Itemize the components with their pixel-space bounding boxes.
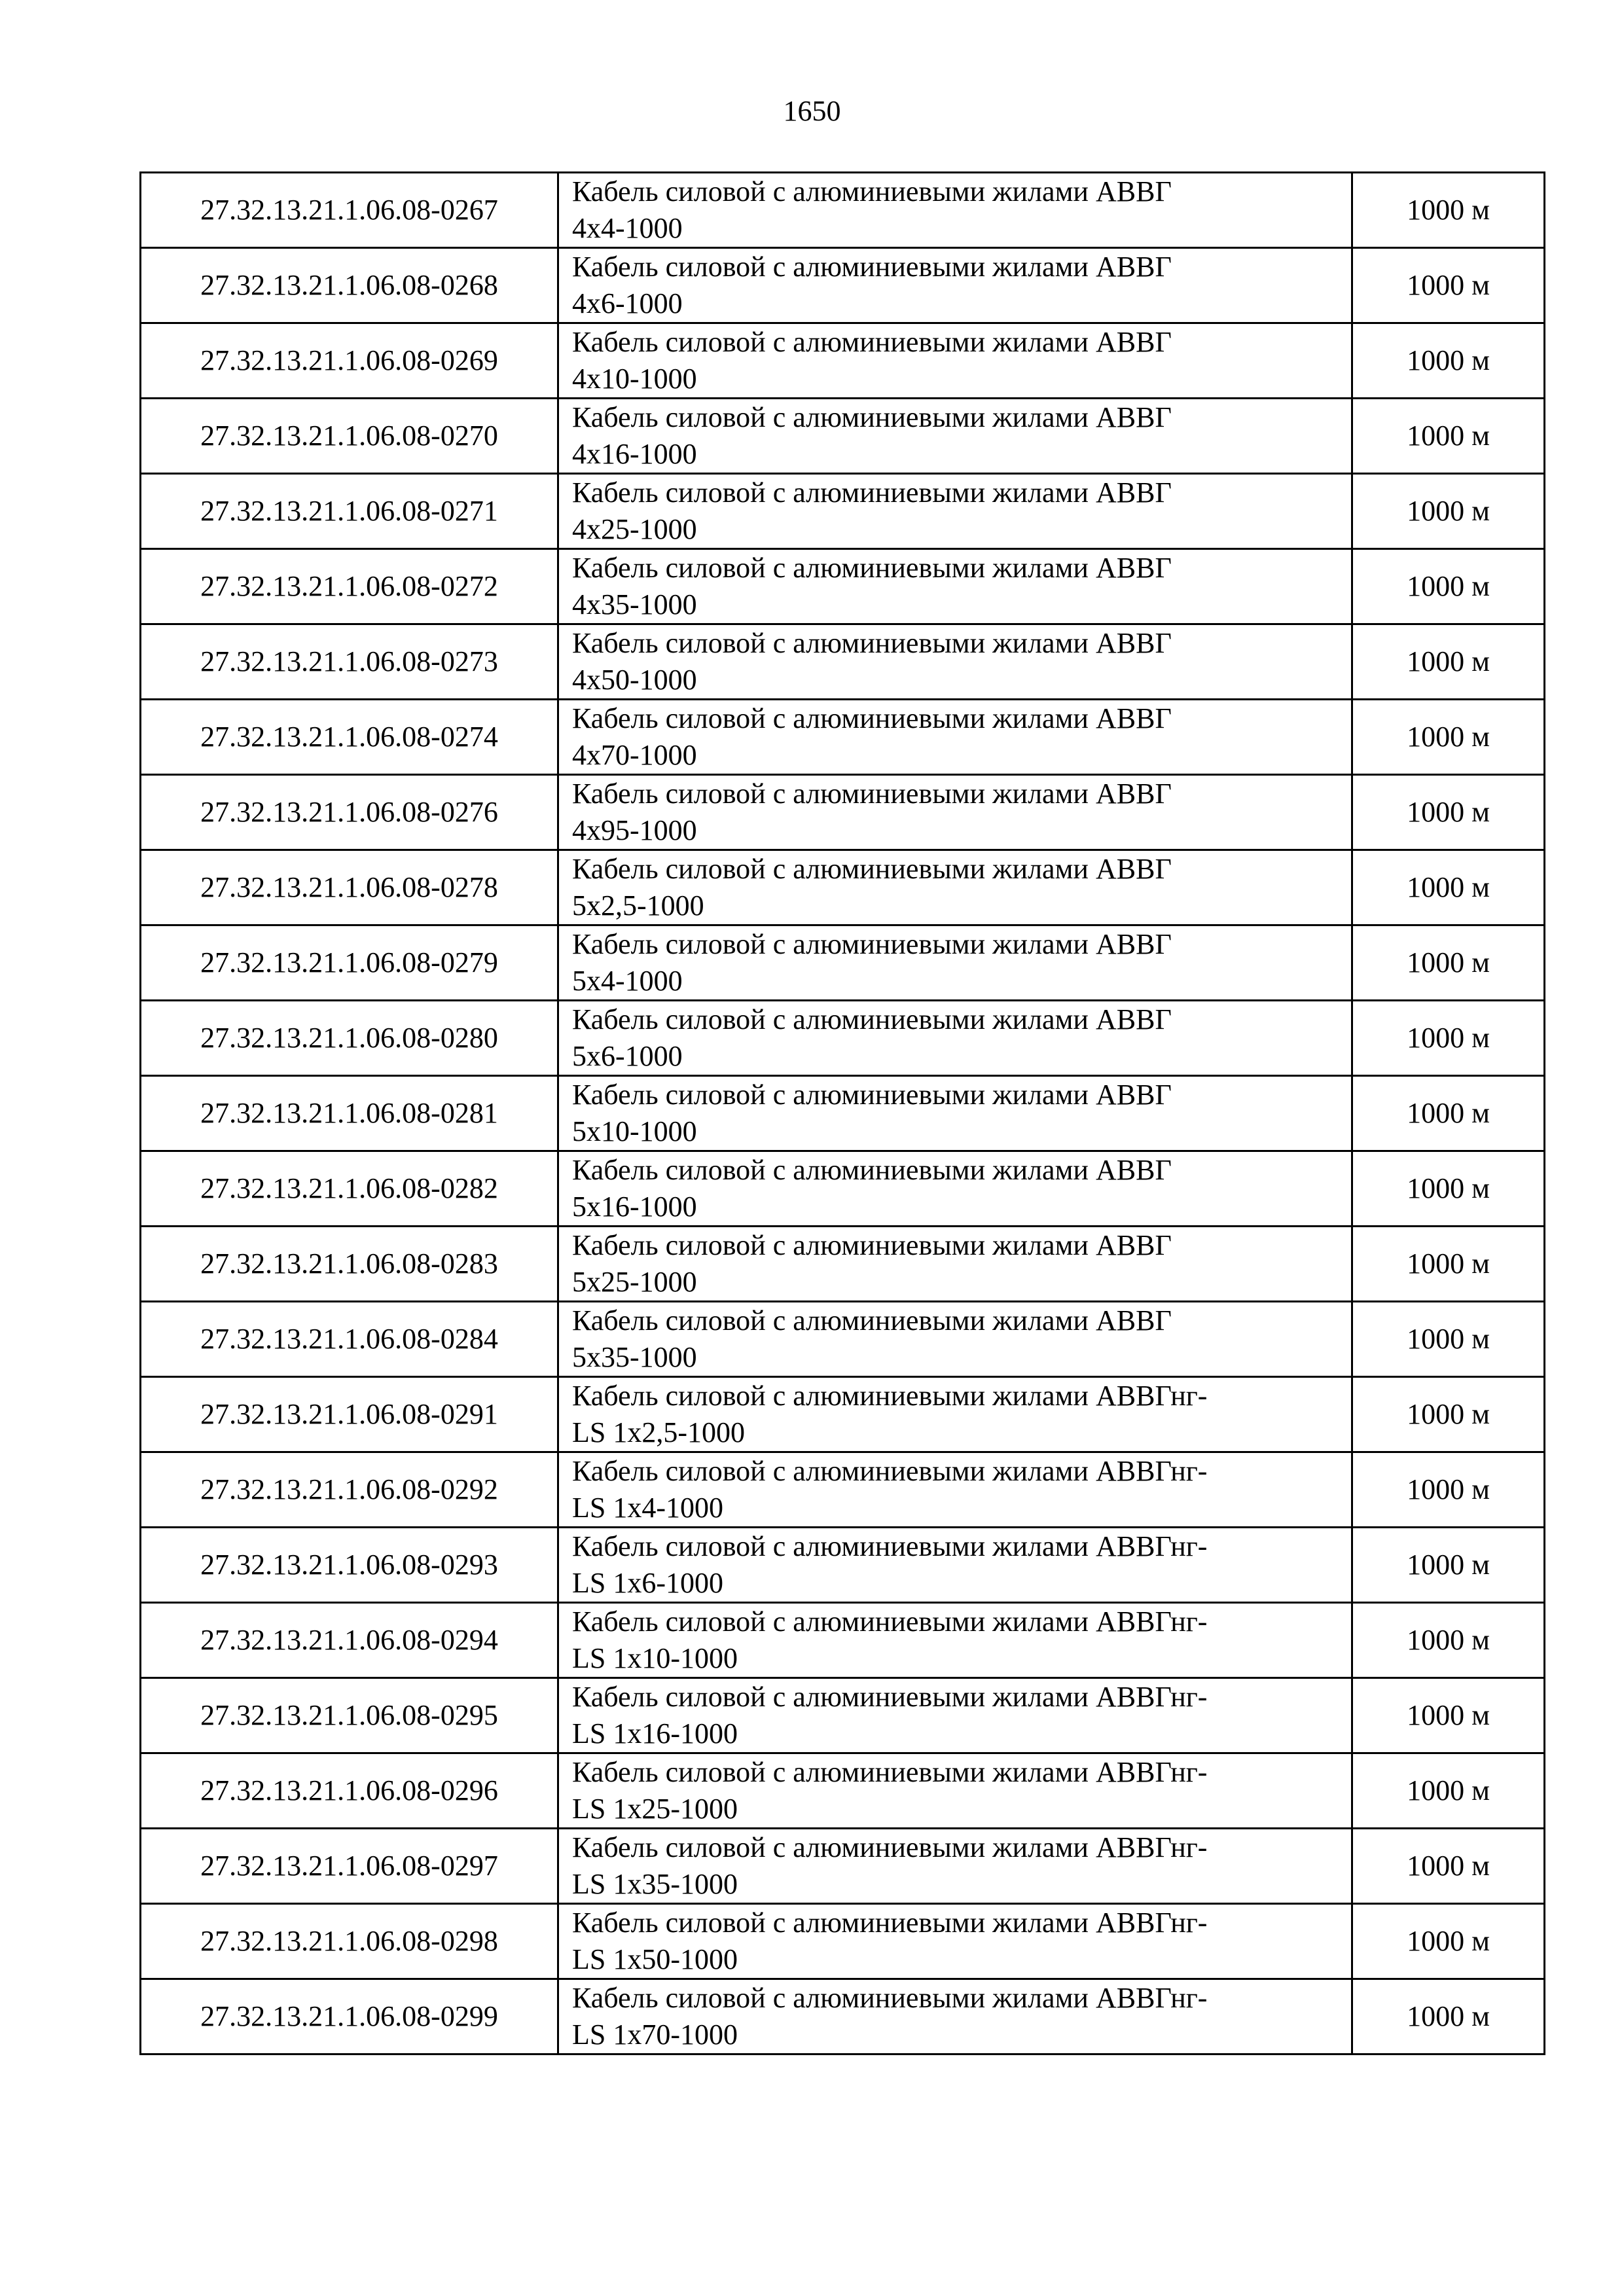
- row-unit: 1000 м: [1352, 775, 1545, 850]
- row-description: [558, 323, 1352, 399]
- row-description-line2: 5х10-1000: [572, 1115, 697, 1147]
- row-code: 27.32.13.21.1.06.08-0298: [141, 1904, 558, 1979]
- table-row: [141, 925, 1545, 1001]
- row-description-line1: Кабель силовой с алюминиевыми жилами АВВГ: [572, 1079, 1172, 1111]
- row-description-line2: LS 1х2,5-1000: [572, 1416, 745, 1448]
- row-code: 27.32.13.21.1.06.08-0294: [141, 1603, 558, 1678]
- table-row: [141, 1227, 1545, 1302]
- row-description-line1: Кабель силовой с алюминиевыми жилами АВВГнг-: [572, 1681, 1208, 1713]
- row-description-line1: Кабель силовой с алюминиевыми жилами АВВГ: [572, 326, 1172, 358]
- row-code: 27.32.13.21.1.06.08-0271: [141, 474, 558, 549]
- table-row: [141, 1603, 1545, 1678]
- row-description-line2: LS 1х4-1000: [572, 1492, 723, 1524]
- table-row: [141, 700, 1545, 775]
- row-description: [558, 1528, 1352, 1603]
- row-description: [558, 1979, 1352, 2054]
- row-description-line1: Кабель силовой с алюминиевыми жилами АВВГ: [572, 853, 1172, 885]
- row-code: 27.32.13.21.1.06.08-0280: [141, 1001, 558, 1076]
- row-description-line1: Кабель силовой с алюминиевыми жилами АВВГнг-: [572, 1530, 1208, 1562]
- row-code: 27.32.13.21.1.06.08-0267: [141, 173, 558, 248]
- row-description: [558, 925, 1352, 1001]
- row-description-line2: 5х25-1000: [572, 1266, 697, 1298]
- row-description-line2: LS 1х35-1000: [572, 1868, 738, 1900]
- row-code: 27.32.13.21.1.06.08-0295: [141, 1678, 558, 1753]
- page-number: 1650: [783, 95, 841, 127]
- table-row: [141, 173, 1545, 248]
- row-description-line2: 4х70-1000: [572, 739, 697, 771]
- row-description-line1: Кабель силовой с алюминиевыми жилами АВВГ: [572, 476, 1172, 509]
- row-description-line2: 4х6-1000: [572, 287, 683, 319]
- row-description: [558, 1227, 1352, 1302]
- table-row: [141, 399, 1545, 474]
- table-row: [141, 1753, 1545, 1829]
- row-unit: 1000 м: [1352, 1001, 1545, 1076]
- row-description-line2: 4х10-1000: [572, 363, 697, 395]
- row-unit: 1000 м: [1352, 248, 1545, 323]
- row-description: [558, 1452, 1352, 1528]
- row-code: 27.32.13.21.1.06.08-0293: [141, 1528, 558, 1603]
- row-code: 27.32.13.21.1.06.08-0276: [141, 775, 558, 850]
- row-description-line1: Кабель силовой с алюминиевыми жилами АВВГнг-: [572, 1982, 1208, 2014]
- row-code: 27.32.13.21.1.06.08-0268: [141, 248, 558, 323]
- row-unit: 1000 м: [1352, 1151, 1545, 1227]
- row-description-line2: 4х25-1000: [572, 513, 697, 545]
- row-description-line2: 4х35-1000: [572, 588, 697, 620]
- table-row: [141, 474, 1545, 549]
- row-code: 27.32.13.21.1.06.08-0270: [141, 399, 558, 474]
- row-description: [558, 474, 1352, 549]
- row-description-line1: Кабель силовой с алюминиевыми жилами АВВГ: [572, 401, 1172, 433]
- row-description: [558, 1001, 1352, 1076]
- row-unit: 1000 м: [1352, 1528, 1545, 1603]
- row-unit: 1000 м: [1352, 1603, 1545, 1678]
- table-row: [141, 624, 1545, 700]
- row-description-line2: 5х2,5-1000: [572, 889, 704, 922]
- row-description: [558, 1151, 1352, 1227]
- row-description-line2: LS 1х16-1000: [572, 1717, 738, 1749]
- row-description-line1: Кабель силовой с алюминиевыми жилами АВВГ: [572, 175, 1172, 207]
- resource-table-body: [141, 173, 1545, 2054]
- row-description: [558, 1829, 1352, 1904]
- row-description: [558, 173, 1352, 248]
- row-description-line1: Кабель силовой с алюминиевыми жилами АВВГ: [572, 928, 1172, 960]
- row-code: 27.32.13.21.1.06.08-0274: [141, 700, 558, 775]
- row-unit: 1000 м: [1352, 1377, 1545, 1452]
- row-description-line2: LS 1х70-1000: [572, 2018, 738, 2051]
- table-row: [141, 549, 1545, 624]
- row-description-line1: Кабель силовой с алюминиевыми жилами АВВГнг-: [572, 1380, 1208, 1412]
- row-description-line2: LS 1х10-1000: [572, 1642, 738, 1674]
- row-code: 27.32.13.21.1.06.08-0283: [141, 1227, 558, 1302]
- row-description-line2: 5х6-1000: [572, 1040, 683, 1072]
- row-unit: 1000 м: [1352, 925, 1545, 1001]
- row-description: [558, 1603, 1352, 1678]
- row-description: [558, 1377, 1352, 1452]
- row-code: 27.32.13.21.1.06.08-0297: [141, 1829, 558, 1904]
- table-row: [141, 1979, 1545, 2054]
- row-description-line2: 4х16-1000: [572, 438, 697, 470]
- row-description-line1: Кабель силовой с алюминиевыми жилами АВВГ: [572, 627, 1172, 659]
- row-description: [558, 1904, 1352, 1979]
- row-description-line1: Кабель силовой с алюминиевыми жилами АВВГ: [572, 1154, 1172, 1186]
- row-description-line1: Кабель силовой с алюминиевыми жилами АВВГ: [572, 552, 1172, 584]
- row-code: 27.32.13.21.1.06.08-0299: [141, 1979, 558, 2054]
- table-row: [141, 1377, 1545, 1452]
- row-code: 27.32.13.21.1.06.08-0292: [141, 1452, 558, 1528]
- table-row: [141, 850, 1545, 925]
- row-code: 27.32.13.21.1.06.08-0279: [141, 925, 558, 1001]
- table-row: [141, 1829, 1545, 1904]
- row-description-line1: Кабель силовой с алюминиевыми жилами АВВГнг-: [572, 1756, 1208, 1788]
- row-description-line1: Кабель силовой с алюминиевыми жилами АВВГнг-: [572, 1907, 1208, 1939]
- row-description-line2: LS 1х25-1000: [572, 1793, 738, 1825]
- row-description: [558, 1678, 1352, 1753]
- row-description-line1: Кабель силовой с алюминиевыми жилами АВВГ: [572, 1003, 1172, 1035]
- row-unit: 1000 м: [1352, 624, 1545, 700]
- table-row: [141, 1076, 1545, 1151]
- row-description-line2: 5х4-1000: [572, 965, 683, 997]
- row-description-line2: 5х35-1000: [572, 1341, 697, 1373]
- row-description-line1: Кабель силовой с алюминиевыми жилами АВВГ: [572, 1304, 1172, 1336]
- row-description-line1: Кабель силовой с алюминиевыми жилами АВВГнг-: [572, 1605, 1208, 1638]
- row-description-line1: Кабель силовой с алюминиевыми жилами АВВГ: [572, 778, 1172, 810]
- row-description: [558, 399, 1352, 474]
- row-description-line1: Кабель силовой с алюминиевыми жилами АВВГнг-: [572, 1831, 1208, 1863]
- row-unit: 1000 м: [1352, 1979, 1545, 2054]
- row-description-line1: Кабель силовой с алюминиевыми жилами АВВГ: [572, 702, 1172, 734]
- row-code: 27.32.13.21.1.06.08-0281: [141, 1076, 558, 1151]
- row-unit: 1000 м: [1352, 549, 1545, 624]
- row-unit: 1000 м: [1352, 1452, 1545, 1528]
- row-code: 27.32.13.21.1.06.08-0272: [141, 549, 558, 624]
- row-unit: 1000 м: [1352, 323, 1545, 399]
- row-unit: 1000 м: [1352, 1678, 1545, 1753]
- row-description: [558, 624, 1352, 700]
- row-unit: 1000 м: [1352, 1227, 1545, 1302]
- row-unit: 1000 м: [1352, 1829, 1545, 1904]
- table-row: [141, 1151, 1545, 1227]
- row-unit: 1000 м: [1352, 399, 1545, 474]
- row-description: [558, 775, 1352, 850]
- table-row: [141, 1001, 1545, 1076]
- row-unit: 1000 м: [1352, 474, 1545, 549]
- row-unit: 1000 м: [1352, 173, 1545, 248]
- row-description: [558, 700, 1352, 775]
- row-description: [558, 850, 1352, 925]
- table-row: [141, 1678, 1545, 1753]
- row-code: 27.32.13.21.1.06.08-0296: [141, 1753, 558, 1829]
- row-description-line1: Кабель силовой с алюминиевыми жилами АВВГ: [572, 1229, 1172, 1261]
- table-row: [141, 775, 1545, 850]
- row-code: 27.32.13.21.1.06.08-0282: [141, 1151, 558, 1227]
- table-row: [141, 248, 1545, 323]
- row-description-line2: 4х4-1000: [572, 212, 683, 244]
- row-description-line1: Кабель силовой с алюминиевыми жилами АВВГ: [572, 251, 1172, 283]
- row-unit: 1000 м: [1352, 700, 1545, 775]
- table-row: [141, 1302, 1545, 1377]
- table-row: [141, 323, 1545, 399]
- row-description-line2: LS 1х6-1000: [572, 1567, 723, 1599]
- row-unit: 1000 м: [1352, 1076, 1545, 1151]
- row-description: [558, 1302, 1352, 1377]
- row-code: 27.32.13.21.1.06.08-0278: [141, 850, 558, 925]
- table-row: [141, 1904, 1545, 1979]
- row-description: [558, 1076, 1352, 1151]
- row-unit: 1000 м: [1352, 1904, 1545, 1979]
- row-description-line2: LS 1х50-1000: [572, 1943, 738, 1975]
- row-description: [558, 248, 1352, 323]
- row-description-line2: 4х50-1000: [572, 664, 697, 696]
- resource-table: [139, 171, 1545, 2055]
- row-code: 27.32.13.21.1.06.08-0284: [141, 1302, 558, 1377]
- row-description-line1: Кабель силовой с алюминиевыми жилами АВВГнг-: [572, 1455, 1208, 1487]
- row-code: 27.32.13.21.1.06.08-0269: [141, 323, 558, 399]
- row-unit: 1000 м: [1352, 1753, 1545, 1829]
- table-row: [141, 1452, 1545, 1528]
- row-description-line2: 4х95-1000: [572, 814, 697, 846]
- row-description-line2: 5х16-1000: [572, 1191, 697, 1223]
- row-description: [558, 549, 1352, 624]
- row-code: 27.32.13.21.1.06.08-0291: [141, 1377, 558, 1452]
- row-code: 27.32.13.21.1.06.08-0273: [141, 624, 558, 700]
- row-unit: 1000 м: [1352, 1302, 1545, 1377]
- table-row: [141, 1528, 1545, 1603]
- row-description: [558, 1753, 1352, 1829]
- row-unit: 1000 м: [1352, 850, 1545, 925]
